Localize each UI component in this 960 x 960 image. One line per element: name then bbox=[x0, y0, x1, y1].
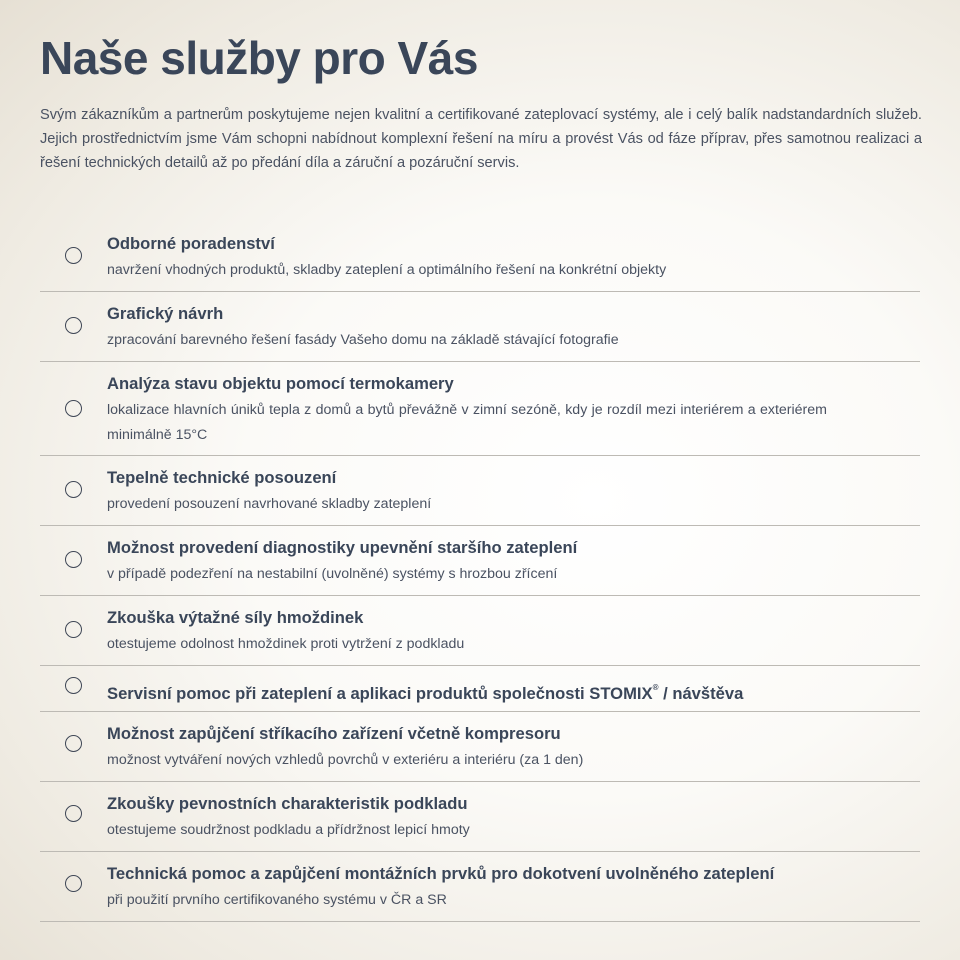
services-list bbox=[40, 222, 920, 922]
service-description: otestujeme soudržnost podkladu a přídržnost lepicí hmoty bbox=[107, 822, 470, 838]
page-title: Naše služby pro Vás bbox=[40, 32, 478, 84]
service-item bbox=[40, 456, 920, 526]
service-item bbox=[40, 712, 920, 782]
circle-bullet-icon bbox=[65, 400, 82, 417]
service-item bbox=[40, 222, 920, 292]
service-title: Analýza stavu objektu pomocí termokamery bbox=[107, 374, 454, 393]
circle-bullet-icon bbox=[65, 875, 82, 892]
circle-bullet-icon bbox=[65, 317, 82, 334]
service-description: možnost vytváření nových vzhledů povrchů v exteriéru a interiéru (za 1 den) bbox=[107, 752, 584, 768]
service-title: Možnost zapůjčení stříkacího zařízení včetně kompresoru bbox=[107, 724, 561, 743]
service-item bbox=[40, 596, 920, 666]
service-description: v případě podezření na nestabilní (uvolněné) systémy s hrozbou zřícení bbox=[107, 566, 558, 582]
service-title: Grafický návrh bbox=[107, 304, 224, 323]
service-title-suffix: / návštěva bbox=[658, 684, 744, 703]
service-item bbox=[40, 526, 920, 596]
service-title: Technická pomoc a zapůjčení montážních prvků pro dokotvení uvolněného zateplení bbox=[107, 864, 775, 883]
service-title: Zkouška výtažné síly hmoždinek bbox=[107, 608, 364, 627]
intro-paragraph: Svým zákazníkům a partnerům poskytujeme nejen kvalitní a certifikované zateplovací systémy, ale i celý balík nadstandardních služeb. Jejich prostřednictvím jsme Vám schopni nabídnout komplexní řešení na míru a provést Vás od fáze příprav, přes samotnou realizaci a řešení technických detailů až po předání díla a záruční a pozáruční servis. bbox=[40, 107, 922, 171]
service-description: při použití prvního certifikovaného systému v ČR a SR bbox=[107, 892, 447, 908]
circle-bullet-icon bbox=[65, 621, 82, 638]
service-item bbox=[40, 852, 920, 922]
service-description: otestujeme odolnost hmoždinek proti vytržení z podkladu bbox=[107, 636, 465, 652]
circle-bullet-icon bbox=[65, 805, 82, 822]
service-title: Zkoušky pevnostních charakteristik podkladu bbox=[107, 794, 468, 813]
service-title-prefix: Servisní pomoc při zateplení a aplikaci produktů společnosti bbox=[107, 684, 590, 703]
service-description: navržení vhodných produktů, skladby zateplení a optimálního řešení na konkrétní objekty bbox=[107, 262, 667, 278]
service-description: lokalizace hlavních úniků tepla z domů a bytů převážně v zimní sezóně, kdy je rozdíl mezi interiérem a exteriérem minimálně 15°C bbox=[107, 402, 827, 443]
circle-bullet-icon bbox=[65, 481, 82, 498]
service-description: provedení posouzení navrhované skladby zateplení bbox=[107, 496, 432, 512]
service-item bbox=[40, 292, 920, 362]
circle-bullet-icon bbox=[65, 551, 82, 568]
service-title: Odborné poradenství bbox=[107, 234, 275, 253]
circle-bullet-icon bbox=[65, 735, 82, 752]
service-item bbox=[40, 782, 920, 852]
service-title: Tepelně technické posouzení bbox=[107, 468, 337, 487]
service-title: Možnost provedení diagnostiky upevnění staršího zateplení bbox=[107, 538, 578, 557]
service-description: zpracování barevného řešení fasády Vašeho domu na základě stávající fotografie bbox=[107, 332, 619, 348]
registered-mark: ® bbox=[652, 683, 659, 692]
service-title bbox=[107, 677, 743, 705]
circle-bullet-icon bbox=[65, 247, 82, 264]
service-item bbox=[40, 666, 920, 712]
service-item bbox=[40, 362, 920, 456]
brand-name: STOMIX bbox=[589, 684, 653, 703]
circle-bullet-icon bbox=[65, 677, 82, 694]
